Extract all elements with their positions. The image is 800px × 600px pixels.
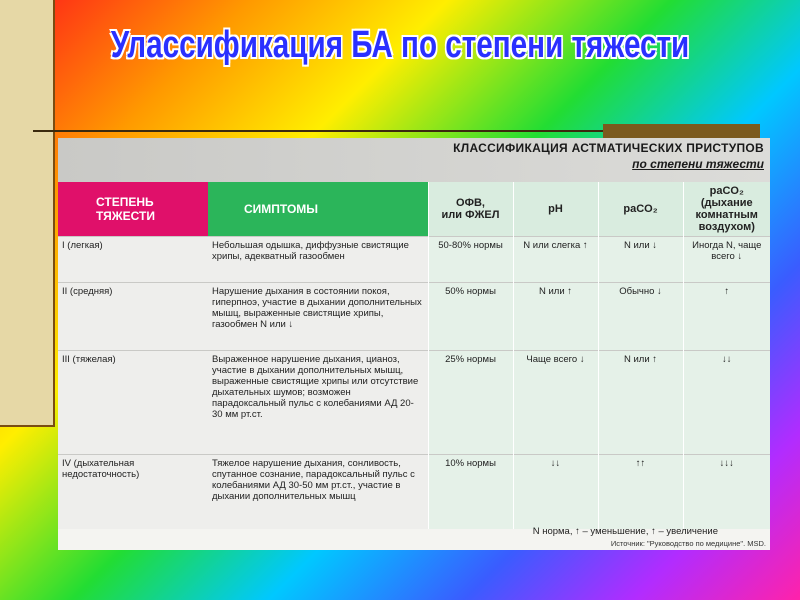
cell-ph: N или слегка ↑ <box>513 237 598 283</box>
cell-pao2: ↑ <box>683 283 770 351</box>
table-subtitle: по степени тяжести <box>632 157 764 171</box>
cell-stage: I (легкая) <box>58 237 208 283</box>
table-source: Источник: "Руководство по медицине". MSD. <box>610 539 766 548</box>
table-legend: N норма, ↑ – уменьшение, ↑ – увеличение <box>532 526 718 537</box>
cell-paco2: N или ↑ <box>598 351 683 455</box>
cell-paco2: ↑↑ <box>598 455 683 529</box>
cell-ph: ↓↓ <box>513 455 598 529</box>
table-title: КЛАССИФИКАЦИЯ АСТМАТИЧЕСКИХ ПРИСТУПОВ <box>453 141 764 155</box>
side-panel <box>0 0 55 427</box>
cell-pao2: Иногда N, чаще всего ↓ <box>683 237 770 283</box>
cell-symptoms: Выраженное нарушение дыхания, цианоз, участие в дыхании дополнительных мышц, выраженные свистящие хрипы или отсутствие дыхательных шумов; возможен парадоксальный пульс с колебаниями АД 20-30 мм рт.ст. <box>208 351 428 455</box>
cell-ph: Чаще всего ↓ <box>513 351 598 455</box>
cell-fev: 50-80% нормы <box>428 237 513 283</box>
col-header-stage: СТЕПЕНЬ ТЯЖЕСТИ <box>58 182 208 237</box>
cell-fev: 50% нормы <box>428 283 513 351</box>
table-row <box>58 283 770 351</box>
cell-paco2: N или ↓ <box>598 237 683 283</box>
decorative-strip <box>603 124 760 138</box>
classification-table-image <box>58 138 770 550</box>
cell-fev: 25% нормы <box>428 351 513 455</box>
severity-table <box>58 182 770 529</box>
table-row <box>58 237 770 283</box>
cell-paco2: Обычно ↓ <box>598 283 683 351</box>
col-header-ph: pH <box>513 182 598 237</box>
table-row <box>58 351 770 455</box>
cell-stage: II (средняя) <box>58 283 208 351</box>
col-header-pao2: paCO₂ (дыхание комнатным воздухом) <box>683 182 770 237</box>
cell-symptoms: Нарушение дыхания в состоянии покоя, гиперпноэ, участие в дыхании дополнительных мышц, выраженные свистящие хрипы, газообмен N или ↓ <box>208 283 428 351</box>
cell-pao2: ↓↓↓ <box>683 455 770 529</box>
table-header-row <box>58 182 770 237</box>
table-caption <box>58 138 770 182</box>
table-row <box>58 455 770 529</box>
col-header-symptoms: СИМПТОМЫ <box>208 182 428 237</box>
cell-ph: N или ↑ <box>513 283 598 351</box>
cell-symptoms: Небольшая одышка, диффузные свистящие хрипы, адекватный газообмен <box>208 237 428 283</box>
col-header-fev: ОФВ, или ФЖЕЛ <box>428 182 513 237</box>
col-header-paco2: paCO₂ <box>598 182 683 237</box>
cell-stage: III (тяжелая) <box>58 351 208 455</box>
cell-symptoms: Тяжелое нарушение дыхания, сонливость, спутанное сознание, парадоксальный пульс с колебаниями АД 30-50 мм рт.ст., участие в дыхании дополнительных мышц <box>208 455 428 529</box>
cell-pao2: ↓↓ <box>683 351 770 455</box>
cell-fev: 10% нормы <box>428 455 513 529</box>
slide-title: Уласcификация БА по степени тяжести <box>110 24 690 66</box>
cell-stage: IV (дыхательная недостаточность) <box>58 455 208 529</box>
